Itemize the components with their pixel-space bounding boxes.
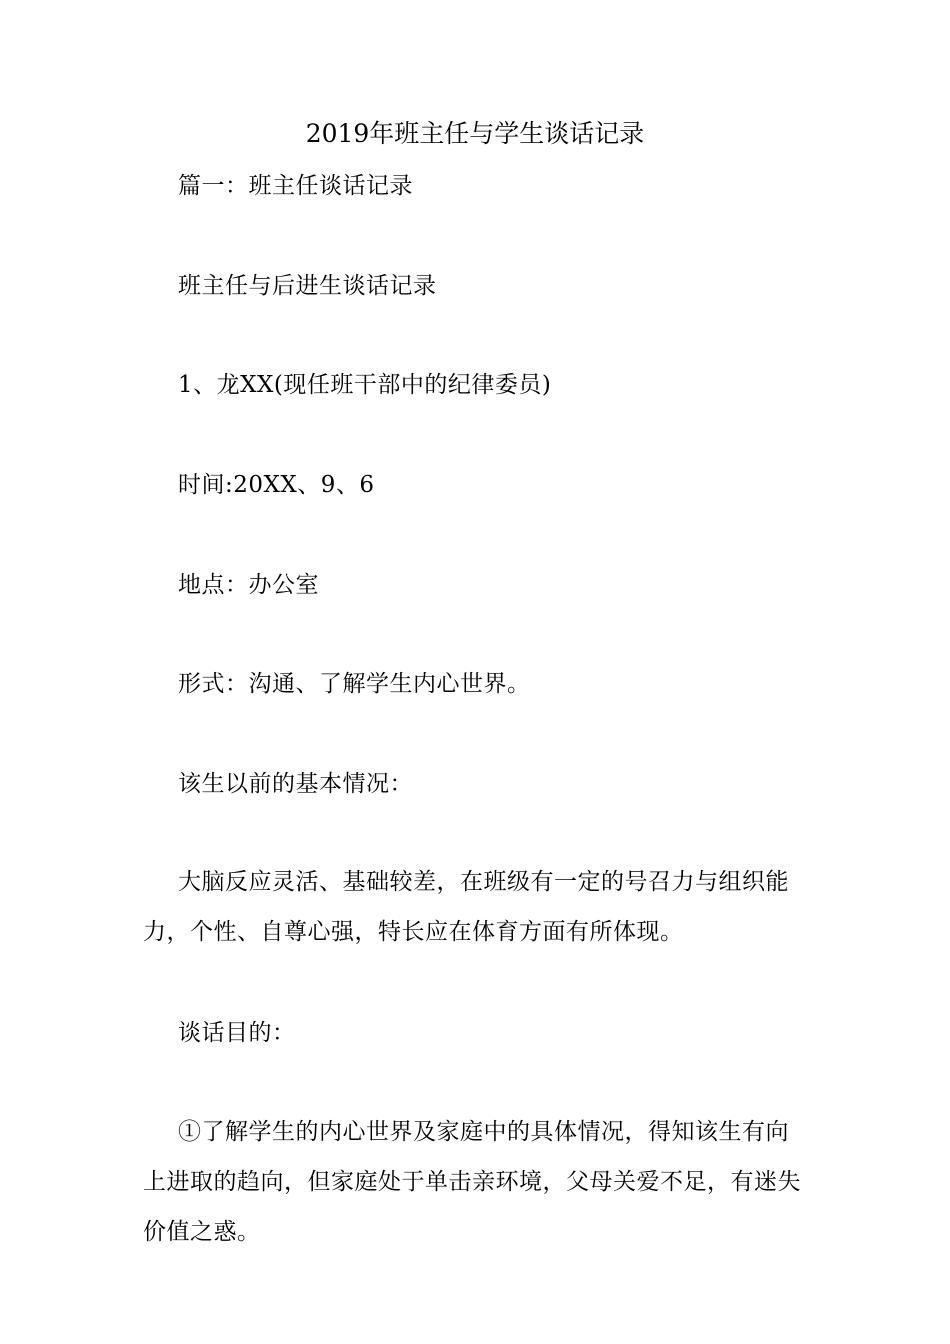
record-heading: 班主任与后进生谈话记录: [178, 273, 437, 299]
document-title: 2019年班主任与学生谈话记录: [305, 119, 645, 148]
purpose-heading: 谈话目的：: [178, 1020, 296, 1046]
format-line: 形式：沟通、了解学生内心世界。: [178, 671, 531, 697]
student-name-line: 1、龙XX(现任班干部中的纪律委员): [178, 372, 552, 398]
location-line: 地点：办公室: [178, 572, 319, 598]
purpose-paragraph: ①了解学生的内心世界及家庭中的具体情况，得知该生有向上进取的趋向，但家庭处于单击亲环境，父母关爱不足，有迷失价值之惑。: [143, 1119, 801, 1245]
time-line: 时间:20XX、9、6: [178, 472, 375, 498]
background-paragraph: 大脑反应灵活、基础较差，在班级有一定的号召力与组织能力，个性、自尊心强，特长应在体育方面有所体现。: [143, 869, 789, 945]
background-heading: 该生以前的基本情况：: [178, 771, 413, 797]
section-heading: 篇一：班主任谈话记录: [178, 173, 413, 199]
